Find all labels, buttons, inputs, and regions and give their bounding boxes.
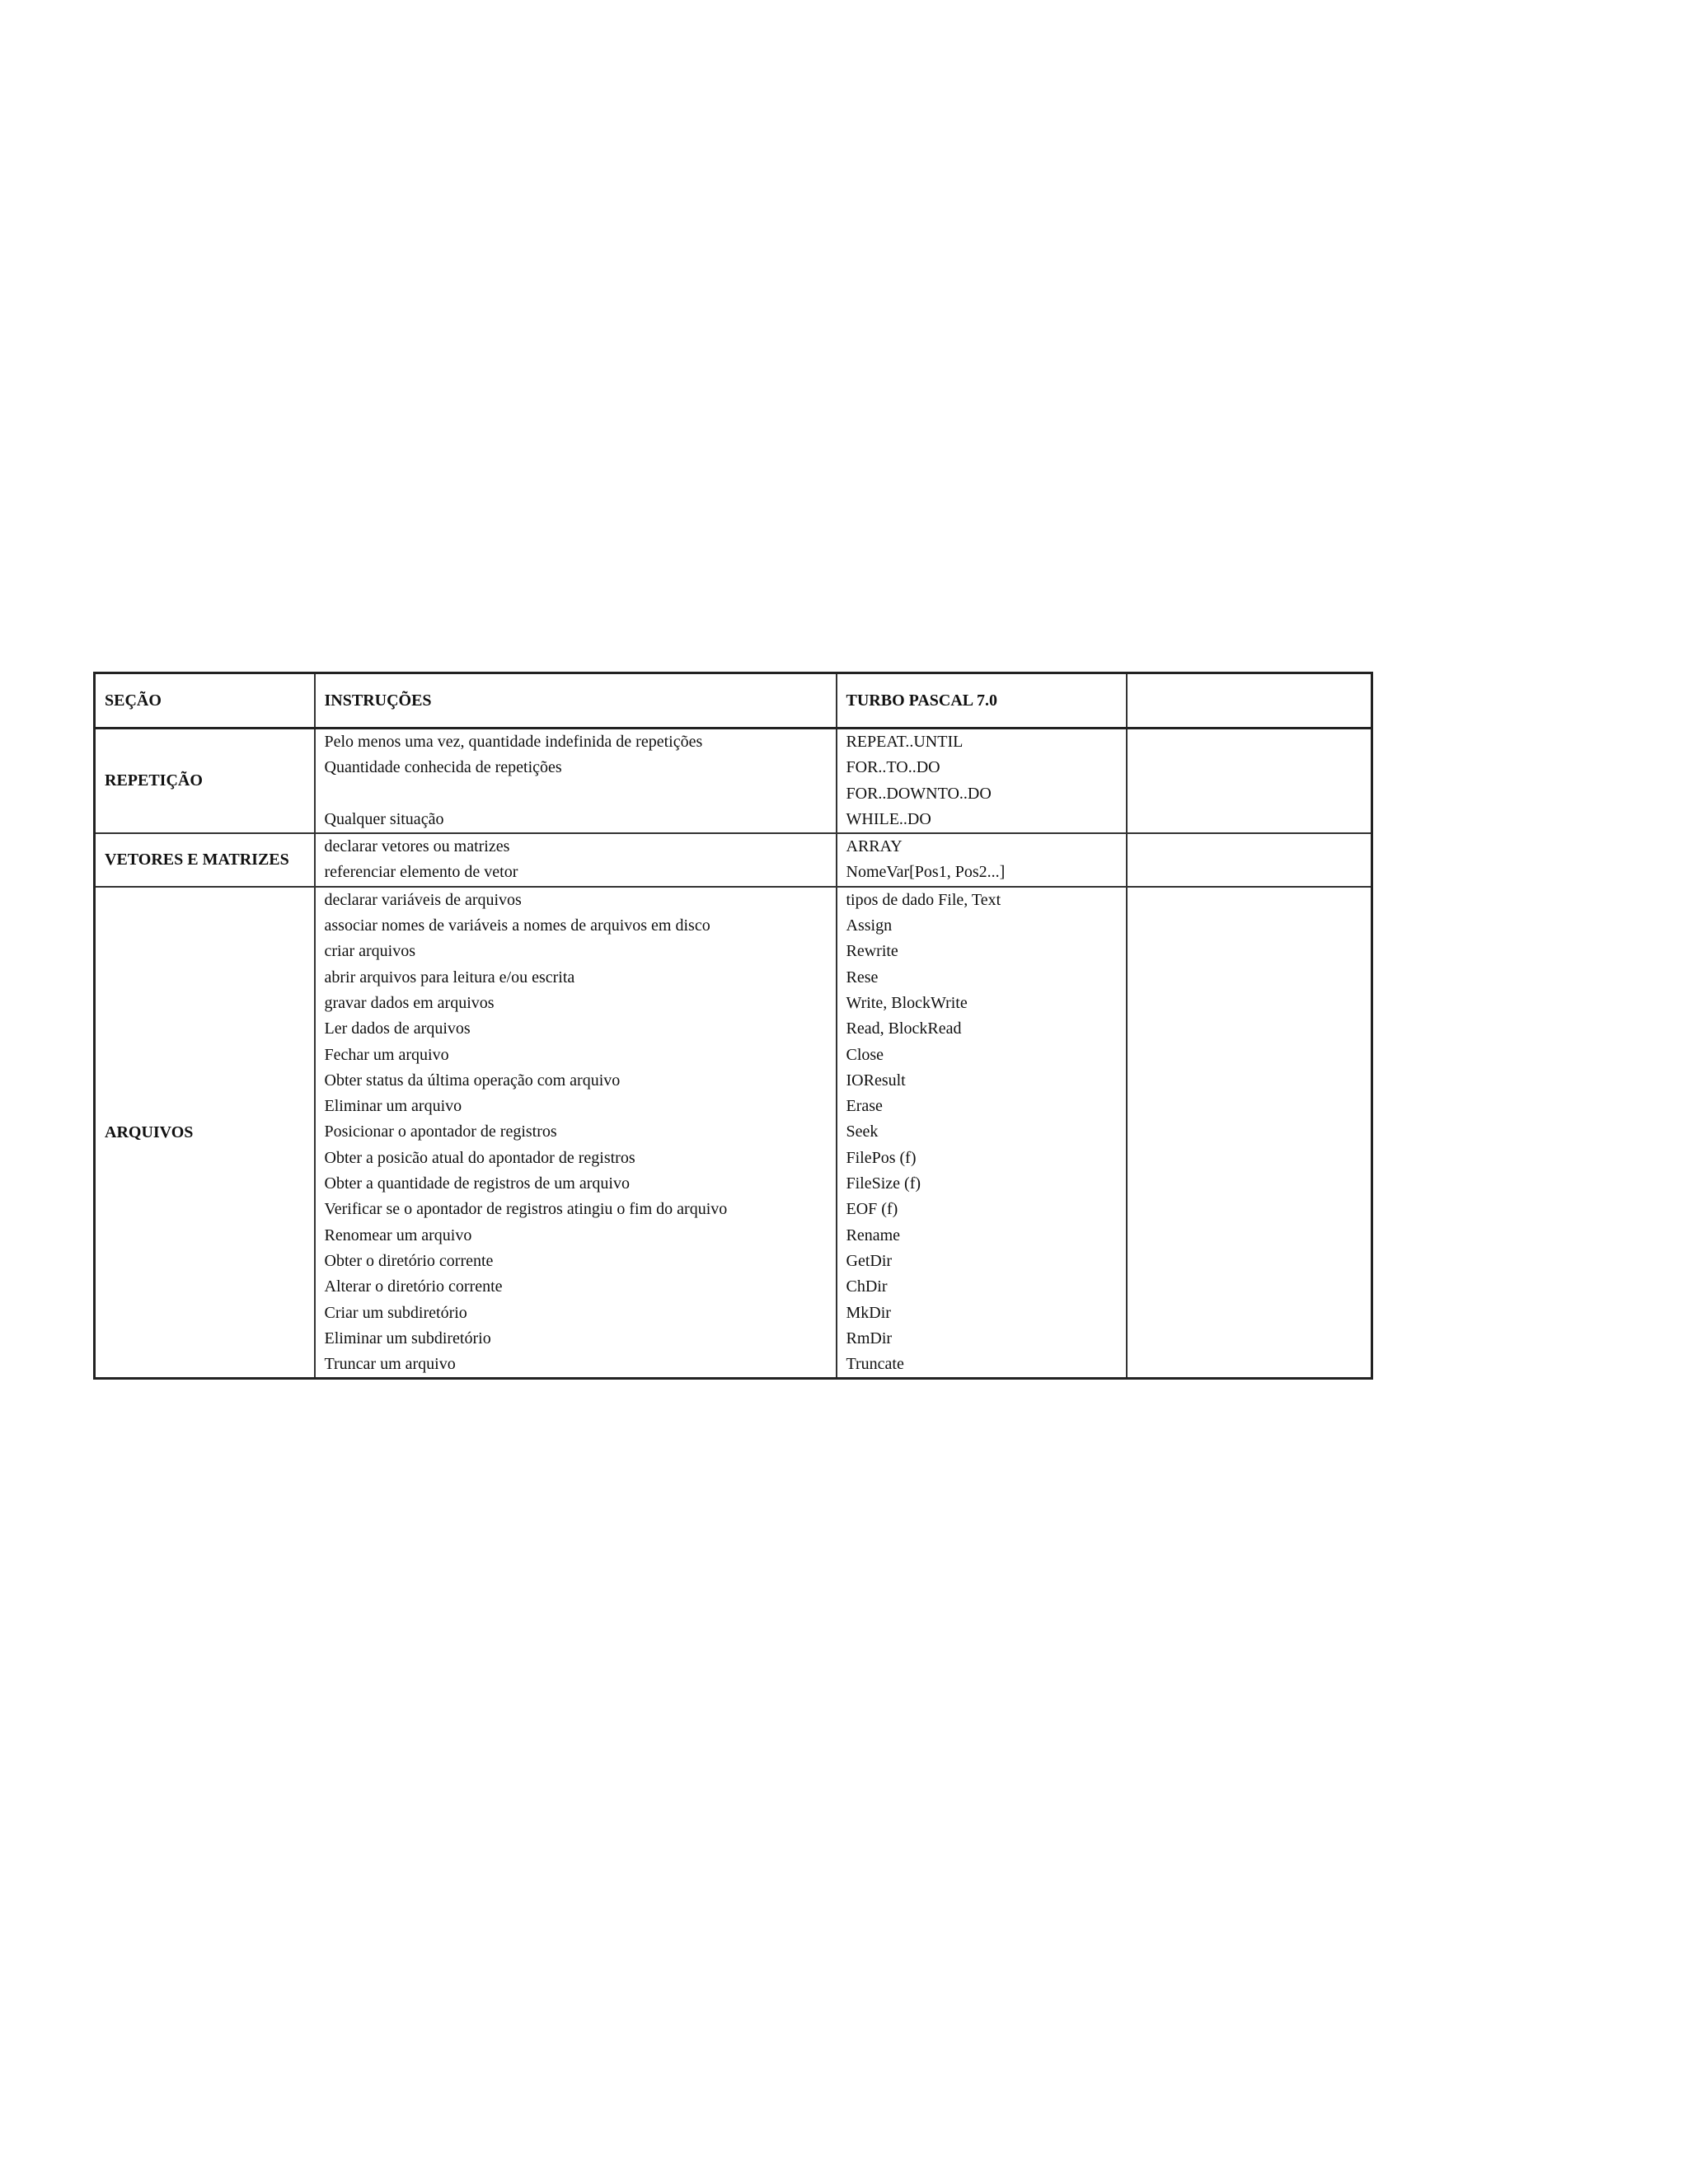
instruction-text: Renomear um arquivo: [324, 1226, 472, 1244]
instruction-text: Fechar um arquivo: [324, 1045, 449, 1064]
instruction-text: referenciar elemento de vetor: [324, 863, 518, 882]
instruction-text: associar nomes de variáveis a nomes de arquivos em disco: [324, 916, 710, 935]
pascal-text: EOF (f): [846, 1200, 898, 1219]
header-turbo-pascal: TURBO PASCAL 7.0: [837, 673, 1127, 729]
instruction-text: Posicionar o apontador de registros: [324, 1122, 557, 1141]
pascal-text: Close: [846, 1045, 884, 1064]
section-row: [95, 833, 1372, 887]
pascal-text: GetDir: [846, 1251, 893, 1270]
pascal-text: ChDir: [846, 1277, 888, 1296]
instruction-text: declarar vetores ou matrizes: [324, 837, 510, 856]
header-empty: [1127, 673, 1372, 729]
section-row: [95, 729, 1372, 834]
instruction-text: Qualquer situação: [324, 809, 444, 828]
instruction-text: Eliminar um subdiretório: [324, 1329, 491, 1347]
pascal-text: Assign: [846, 916, 893, 935]
empty-cell: [1127, 833, 1372, 887]
pascal-text: tipos de dado File, Text: [846, 890, 1001, 909]
instruction-text: Verificar se o apontador de registros atingiu o fim do arquivo: [324, 1200, 728, 1219]
instruction-text: Obter o diretório corrente: [324, 1251, 494, 1270]
reference-table: [93, 672, 1373, 1380]
empty-cell: [1127, 887, 1372, 1379]
pascal-text: Rewrite: [846, 942, 898, 961]
instruction-text: declarar variáveis de arquivos: [324, 890, 522, 909]
instruction-text: Eliminar um arquivo: [324, 1097, 462, 1116]
pascal-text: Rese: [846, 968, 879, 987]
instruction-text: Criar um subdiretório: [324, 1303, 467, 1322]
pascal-text: IOResult: [846, 1071, 906, 1090]
pascal-text: NomeVar[Pos1, Pos2...]: [846, 863, 1006, 882]
instruction-cell: [315, 887, 837, 1379]
instruction-text: Obter a posicão atual do apontador de registros: [324, 1148, 635, 1167]
pascal-cell: [837, 729, 1127, 834]
section-name: REPETIÇÃO: [95, 729, 315, 834]
header-row: [95, 673, 1372, 729]
pascal-text: Rename: [846, 1226, 901, 1244]
instruction-text: Obter status da última operação com arquivo: [324, 1071, 621, 1090]
pascal-text: REPEAT..UNTIL: [846, 733, 964, 751]
pascal-text: Seek: [846, 1122, 879, 1141]
instruction-text: Ler dados de arquivos: [324, 1019, 471, 1038]
header-secao: SEÇÃO: [95, 673, 315, 729]
empty-cell: [1127, 729, 1372, 834]
instruction-text: Alterar o diretório corrente: [324, 1277, 503, 1296]
section-name: ARQUIVOS: [95, 887, 315, 1379]
instruction-cell: [315, 729, 837, 834]
table-body: [95, 729, 1372, 1379]
header-instrucoes: INSTRUÇÕES: [315, 673, 837, 729]
pascal-text: FOR..TO..DO: [846, 758, 940, 777]
pascal-text: FOR..DOWNTO..DO: [846, 784, 992, 803]
instruction-text: gravar dados em arquivos: [324, 993, 495, 1012]
pascal-text: MkDir: [846, 1303, 891, 1322]
instruction-text: criar arquivos: [324, 942, 416, 961]
pascal-text: Truncate: [846, 1355, 904, 1374]
instruction-text: Quantidade conhecida de repetições: [324, 758, 562, 777]
instruction-text: abrir arquivos para leitura e/ou escrita: [324, 968, 575, 987]
pascal-text: ARRAY: [846, 837, 903, 856]
instruction-text: Obter a quantidade de registros de um arquivo: [324, 1174, 630, 1193]
pascal-text: FilePos (f): [846, 1148, 917, 1167]
pascal-text: Erase: [846, 1097, 883, 1116]
section-name: VETORES E MATRIZES: [95, 833, 315, 887]
instruction-text: Pelo menos uma vez, quantidade indefinida de repetições: [324, 733, 703, 751]
pascal-text: Read, BlockRead: [846, 1019, 962, 1038]
instruction-text: Truncar um arquivo: [324, 1355, 456, 1374]
section-row: [95, 887, 1372, 1379]
pascal-text: FileSize (f): [846, 1174, 921, 1193]
pascal-text: WHILE..DO: [846, 809, 931, 828]
pascal-cell: [837, 833, 1127, 887]
pascal-cell: [837, 887, 1127, 1379]
pascal-text: Write, BlockWrite: [846, 993, 968, 1012]
instruction-text: [325, 781, 836, 807]
instruction-cell: [315, 833, 837, 887]
pascal-text: RmDir: [846, 1329, 893, 1347]
